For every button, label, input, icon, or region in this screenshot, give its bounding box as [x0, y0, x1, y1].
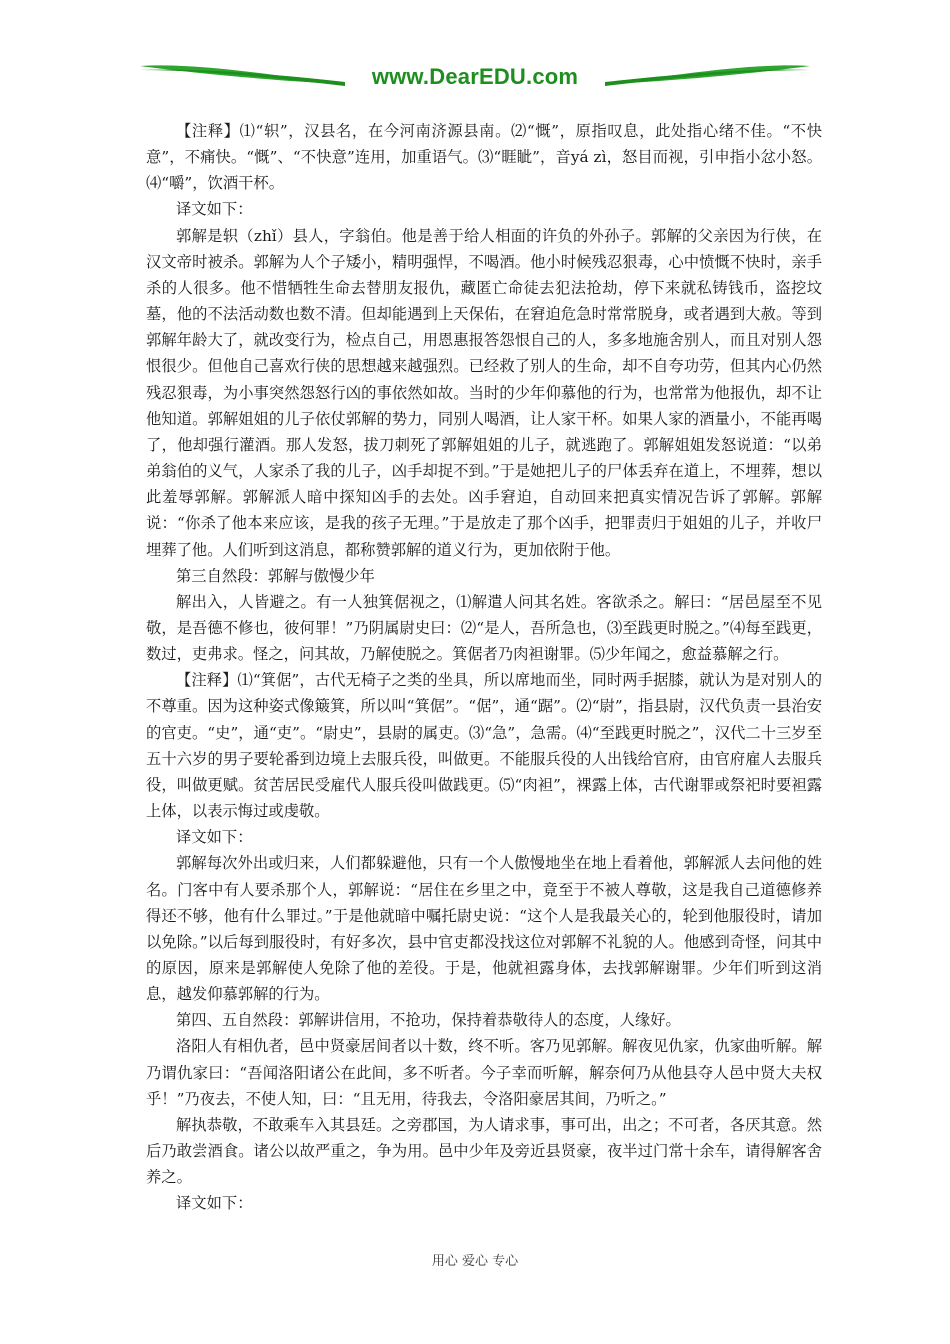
- paragraph-translation-3: 郭解每次外出或归来，人们都躲避他，只有一个人傲慢地坐在地上看着他，郭解派人去问他的姓名。门客中有人要杀那个人，郭解说：“居住在乡里之中，竟至于不被人尊敬，这是我自己道德修养得还不够，他有什么罪过。”于是他就暗中嘱托尉史说：“这个人是我最关心的，轮到他服役时，请加以免除。”以后每到服役时，有好多次，县中官吏都没找这位对郭解不礼貌的人。他感到奇怪，问其中的原因，原来是郭解使人免除了他的差役。于是，他就袒露身体，去找郭解谢罪。少年们听到这消息，越发仰慕郭解的行为。: [146, 854, 822, 1004]
- section-heading-4-5: 第四、五自然段：郭解讲信用，不抢功，保持着恭敬待人的态度，人缘好。: [176, 1011, 681, 1030]
- paragraph-original-3: 解出入，人皆避之。有一人独箕倨视之，⑴解遣人问其名姓。客欲杀之。解曰：“居邑屋至不见敬，是吾德不修也，彼何罪！”乃阴属尉史曰：⑵“是人，吾所急也，⑶至践更时脱之。”⑷每至践更，数过，吏弗求。怪之，问其故，乃解使脱之。箕倨者乃肉袒谢罪。⑸少年闻之，愈益慕解之行。: [146, 592, 822, 664]
- site-header: [140, 60, 810, 100]
- paragraph-original-5: 解执恭敬，不敢乘车入其县廷。之旁郡国，为人请求事，事可出，出之；不可者，各厌其意。然后乃敢尝酒食。诸公以故严重之，争为用。邑中少年及旁近县贤豪，夜半过门常十余车，请得解客舍养之。: [146, 1115, 822, 1187]
- paragraph-translation-heading-3: 译文如下：: [176, 828, 253, 847]
- page-footer-motto: 用心 爱心 专心: [431, 1254, 519, 1269]
- section-heading-3: 第三自然段：郭解与傲慢少年: [176, 566, 375, 585]
- site-logo-url[interactable]: www.DearEDU.com: [371, 64, 579, 89]
- paragraph-translation-heading-4: 译文如下：: [176, 1194, 253, 1213]
- paragraph-translation-1: 郭解是轵（zhǐ）县人，字翁伯。他是善于给人相面的许负的外孙子。郭解的父亲因为行侠，在汉文帝时被杀。郭解为人个子矮小，精明强悍，不喝酒。他小时候残忍狠毒，心中愤慨不快时，亲手杀的人很多。他不惜牺牲生命去替朋友报仇，藏匿亡命徒去犯法抢劫，停下来就私铸钱币，盗挖坟墓，他的不法活动数也数不清。但却能遇到上天保佑，在窘迫危急时常常脱身，或者遇到大赦。等到郭解年龄大了，就改变行为，检点自己，用恩惠报答怨恨自己的人，多多地施舍别人，而且对别人怨恨很少。但他自己喜欢行侠的思想越来越强烈。已经救了别人的生命，却不自夸功劳，但其内心仍然残忍狠毒，为小事突然怨怒行凶的事依然如故。当时的少年仰慕他的行为，也常常为他报仇，却不让他知道。郭解姐姐的儿子依仗郭解的势力，同别人喝酒，让人家干杯。如果人家的酒量小，不能再喝了，他却强行灌酒。那人发怒，拔刀刺死了郭解姐姐的儿子，就逃跑了。郭解姐姐发怒说道：“以弟弟翁伯的义气，人家杀了我的儿子，凶手却捉不到。”于是她把儿子的尸体丢弃在道上，不埋葬，想以此羞辱郭解。郭解派人暗中探知凶手的去处。凶手窘迫，自动回来把真实情况告诉了郭解。郭解说：“你杀了他本来应该，是我的孩子无理。”于是放走了那个凶手，把罪责归于姐姐的儿子，并收尸埋葬了他。人们听到这消息，都称赞郭解的道义行为，更加依附于他。: [146, 226, 822, 559]
- paragraph-translation-heading-1: 译文如下：: [176, 200, 253, 219]
- document-body: [146, 118, 822, 1217]
- paragraph-annotation-3: 【注释】⑴“箕倨”，古代无椅子之类的坐具，所以席地而坐，同时两手据膝，就认为是对别人的不尊重。因为这种姿式像簸箕，所以叫“箕倨”。“倨”，通“踞”。⑵“尉”，指县尉，汉代负责一县治安的官吏。“史”，通“吏”。“尉史”，县尉的属吏。⑶“急”，急需。⑷“至践更时脱之”，汉代二十三岁至五十六岁的男子要轮番到边境上去服兵役，叫做更。不能服兵役的人出钱给官府，由官府雇人去服兵役，叫做更赋。贫苦居民受雇代人服兵役叫做践更。⑸“肉袒”，裸露上体，古代谢罪或祭祀时要袒露上体，以表示悔过或虔敬。: [146, 671, 822, 821]
- paragraph-original-4: 洛阳人有相仇者，邑中贤豪居间者以十数，终不听。客乃见郭解。解夜见仇家，仇家曲听解。解乃谓仇家曰：“吾闻洛阳诸公在此间，多不听者。今子幸而听解，解奈何乃从他县夺人邑中贤大夫权乎！”乃夜去，不使人知，曰：“且无用，待我去，令洛阳豪居其间，乃听之。”: [146, 1037, 822, 1108]
- paragraph-annotation-1: 【注释】⑴“轵”，汉县名，在今河南济源县南。⑵“慨”，原指叹息，此处指心绪不佳。“不快意”，不痛快。“慨”、“不快意”连用，加重语气。⑶“睚眦”，音yá zì，怒目而视，引申指小忿小怒。⑷“嚼”，饮酒干杯。: [146, 122, 822, 193]
